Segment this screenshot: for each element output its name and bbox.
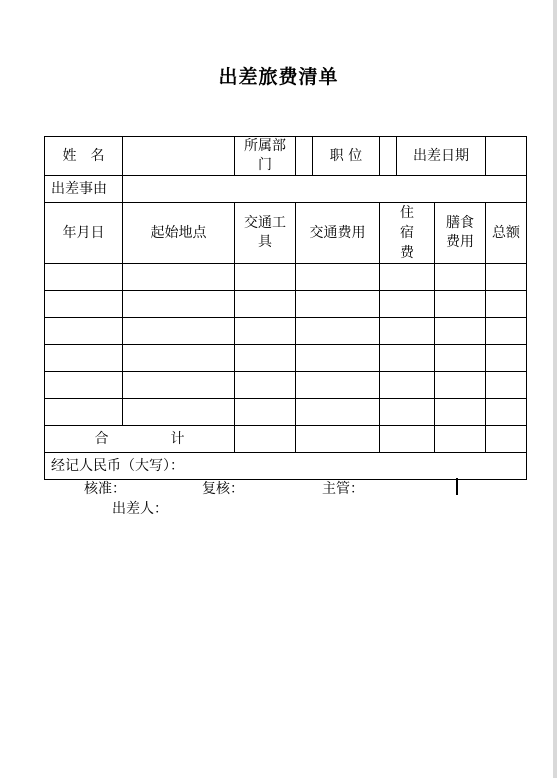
col-transport: 交通工具	[235, 203, 296, 264]
table-cell[interactable]	[435, 399, 486, 426]
signature-area	[44, 476, 510, 516]
table-cell[interactable]	[123, 399, 235, 426]
table-row	[45, 345, 527, 372]
expense-table	[44, 136, 527, 480]
position-field[interactable]	[380, 137, 397, 176]
sum-cell[interactable]	[486, 426, 527, 453]
table-cell[interactable]	[45, 372, 123, 399]
table-cell[interactable]	[380, 345, 435, 372]
sum-row	[45, 426, 527, 453]
date-label: 出差日期	[397, 137, 486, 176]
table-cell[interactable]	[235, 264, 296, 291]
table-cell[interactable]	[486, 345, 527, 372]
traveler-label: 出差人：	[112, 501, 168, 517]
column-header-row	[45, 203, 527, 264]
dept-label: 所属部门	[235, 137, 296, 176]
table-cell[interactable]	[296, 318, 380, 345]
table-cell[interactable]	[486, 264, 527, 291]
table-cell[interactable]	[123, 372, 235, 399]
name-label: 姓 名	[45, 137, 123, 176]
table-row	[45, 399, 527, 426]
table-cell[interactable]	[380, 399, 435, 426]
table-cell[interactable]	[486, 399, 527, 426]
sum-cell[interactable]	[435, 426, 486, 453]
approve-label: 核准：	[84, 481, 126, 497]
col-lodging: 住宿费	[380, 203, 435, 264]
table-cell[interactable]	[486, 372, 527, 399]
table-cell[interactable]	[435, 345, 486, 372]
table-cell[interactable]	[235, 399, 296, 426]
col-total: 总额	[486, 203, 527, 264]
table-cell[interactable]	[45, 291, 123, 318]
table-cell[interactable]	[296, 291, 380, 318]
table-cell[interactable]	[123, 345, 235, 372]
data-rows	[45, 264, 527, 426]
col-date: 年月日	[45, 203, 123, 264]
review-label: 复核：	[202, 481, 244, 497]
table-cell[interactable]	[296, 264, 380, 291]
table-cell[interactable]	[235, 318, 296, 345]
table-cell[interactable]	[435, 264, 486, 291]
reason-label: 出差事由	[45, 176, 123, 203]
table-row	[45, 291, 527, 318]
table-cell[interactable]	[235, 372, 296, 399]
info-row	[45, 137, 527, 176]
reason-field[interactable]	[123, 176, 527, 203]
table-cell[interactable]	[380, 318, 435, 345]
table-cell[interactable]	[435, 318, 486, 345]
table-cell[interactable]	[380, 291, 435, 318]
sum-cell[interactable]	[235, 426, 296, 453]
table-row	[45, 264, 527, 291]
table-cell[interactable]	[435, 291, 486, 318]
col-meal: 膳食费用	[435, 203, 486, 264]
position-label: 职 位	[313, 137, 380, 176]
page-edge	[553, 0, 557, 778]
table-cell[interactable]	[486, 291, 527, 318]
date-field[interactable]	[486, 137, 527, 176]
name-field[interactable]	[123, 137, 235, 176]
table-row	[45, 318, 527, 345]
table-cell[interactable]	[296, 372, 380, 399]
sum-label: 合 计	[45, 426, 235, 453]
table-cell[interactable]	[380, 264, 435, 291]
table-cell[interactable]	[235, 345, 296, 372]
table-cell[interactable]	[123, 291, 235, 318]
sum-cell[interactable]	[380, 426, 435, 453]
table-cell[interactable]	[296, 345, 380, 372]
table-cell[interactable]	[123, 264, 235, 291]
rmb-label: 经记人民币（大写）：	[45, 453, 527, 480]
table-cell[interactable]	[486, 318, 527, 345]
table-cell[interactable]	[435, 372, 486, 399]
table-row	[45, 372, 527, 399]
table-cell[interactable]	[123, 318, 235, 345]
table-cell[interactable]	[380, 372, 435, 399]
col-route: 起始地点	[123, 203, 235, 264]
table-cell[interactable]	[235, 291, 296, 318]
col-transport-fee: 交通费用	[296, 203, 380, 264]
sum-cell[interactable]	[296, 426, 380, 453]
reason-row	[45, 176, 527, 203]
text-cursor	[456, 478, 458, 495]
table-cell[interactable]	[45, 264, 123, 291]
table-cell[interactable]	[296, 399, 380, 426]
supervisor-label: 主管：	[322, 481, 364, 497]
page-title: 出差旅费清单	[218, 66, 339, 88]
dept-field[interactable]	[296, 137, 313, 176]
table-cell[interactable]	[45, 318, 123, 345]
table-cell[interactable]	[45, 345, 123, 372]
table-cell[interactable]	[45, 399, 123, 426]
